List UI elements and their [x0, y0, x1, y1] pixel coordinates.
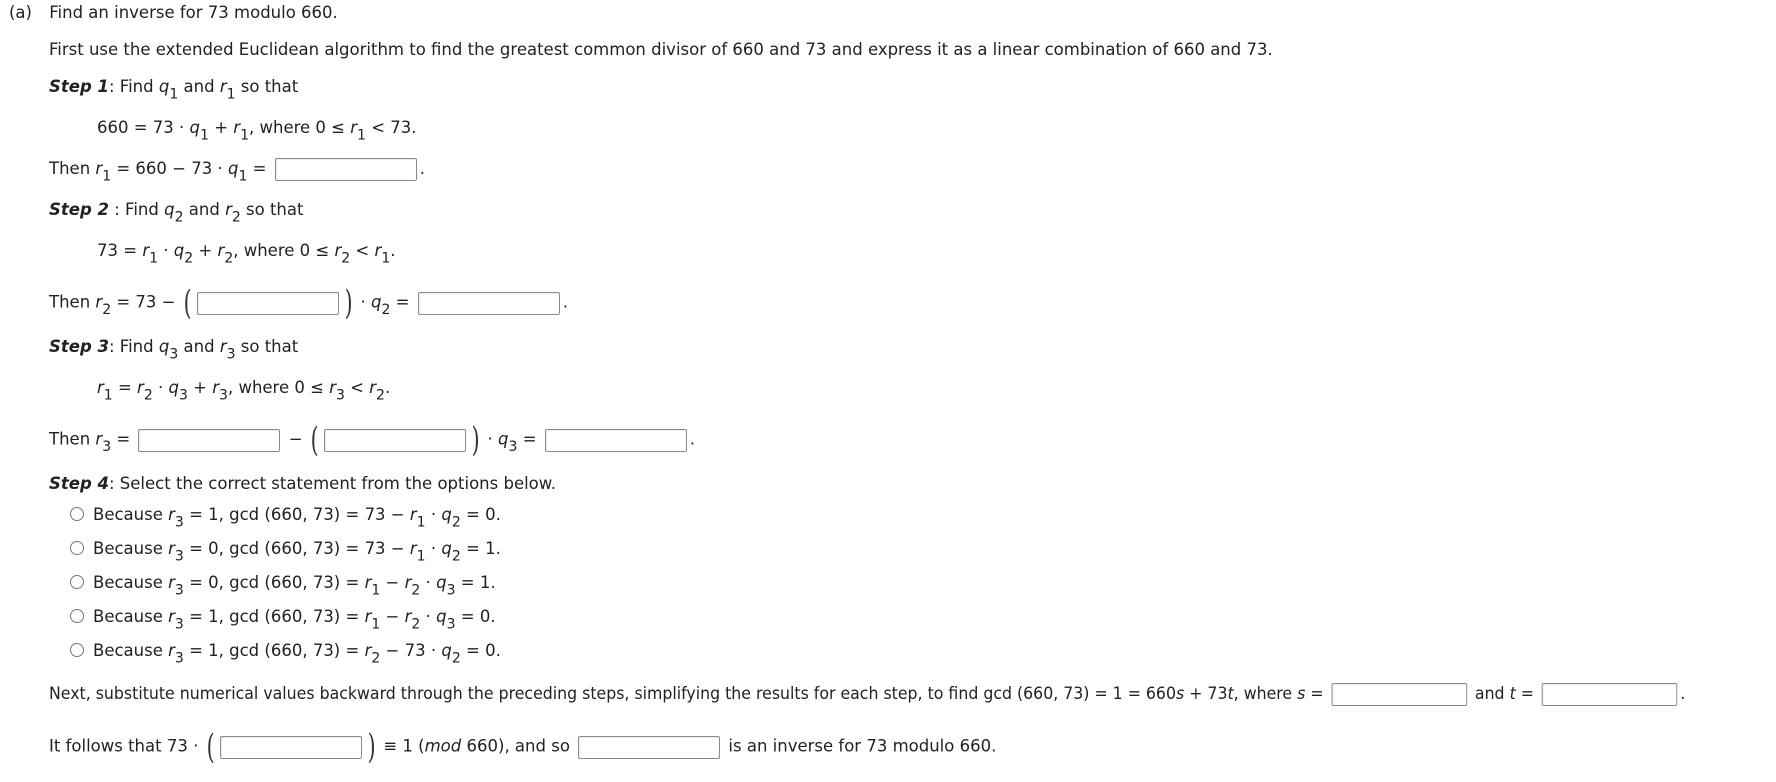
- step4-option-4[interactable]: Because $r_3 = 1$, gcd (660, $73) = r_1 - r_2 \cdot q_3 = 0$.: [70, 606, 496, 628]
- r2-answer-input[interactable]: [418, 292, 560, 315]
- inverse-conclusion-line: It follows that 73 · ( ) ≡ 1 (mod 660), and so is an inverse for 73 modulo 660.: [49, 727, 997, 767]
- radio-option-4[interactable]: [70, 609, 84, 623]
- step4-option-5[interactable]: Because $r_3 = 1$, gcd (660, $73) = r_2 - 73 \cdot q_2 = 0$.: [70, 640, 501, 662]
- step2-then: Then $r_2 = 73$ − ( ) · $q_2$ = .: [49, 283, 569, 323]
- step2-equation: $73 = r_1 \cdot q_2 + r_2$, where $0 \le r_2 < r_1$.: [97, 241, 396, 267]
- part-title: Find an inverse for 73 modulo 660.: [49, 3, 338, 22]
- back-substitution-line: Next, substitute numerical values backward through the preceding steps, simplifying the results for each step, to find gcd (660, 73) = 1 = 660s + 73t, where s = and t = .: [49, 683, 1685, 706]
- step4-heading: Step 4: Select the correct statement from the options below.: [49, 474, 556, 493]
- multiplier-input[interactable]: [220, 736, 362, 759]
- step3-r2-input[interactable]: [324, 429, 466, 452]
- radio-option-5[interactable]: [70, 643, 84, 657]
- step1-heading: Step 1: Find $q_1$ and $r_1$ so that: [49, 77, 299, 103]
- step4-option-1[interactable]: Because $r_3 = 1$, gcd (660, $73) = 73 - r_1 \cdot q_2 = 0$.: [70, 504, 501, 526]
- step3-then: Then $r_3$ = − ( ) · $q_3$ = .: [49, 420, 696, 460]
- r3-answer-input[interactable]: [545, 429, 687, 452]
- step3-r1-input[interactable]: [138, 429, 280, 452]
- step3-equation: $r_1 = r_2 \cdot q_3 + r_3$, where $0 \le r_3 < r_2$.: [97, 378, 391, 404]
- step3-heading: Step 3: Find $q_3$ and $r_3$ so that: [49, 337, 299, 363]
- t-value-input[interactable]: [1542, 683, 1678, 706]
- step1-equation: $660 = 73 \cdot q_1 + r_1$, where $0 \le r_1 < 73$.: [97, 118, 417, 144]
- step1-then: Then $r_1 = 660 - 73 \cdot q_1$ = .: [49, 159, 425, 185]
- part-heading: [9, 2, 338, 24]
- radio-option-2[interactable]: [70, 541, 84, 555]
- s-value-input[interactable]: [1331, 683, 1467, 706]
- radio-option-1[interactable]: [70, 507, 84, 521]
- intro-text: First use the extended Euclidean algorithm to find the greatest common divisor of 660 and 73 and express it as a linear combination of 660 and 73.: [49, 40, 1273, 59]
- part-label: (a): [9, 3, 32, 22]
- step2-heading: Step 2 : Find $q_2$ and $r_2$ so that: [49, 200, 304, 226]
- inverse-answer-input[interactable]: [578, 736, 720, 759]
- radio-option-3[interactable]: [70, 575, 84, 589]
- step4-option-2[interactable]: Because $r_3 = 0$, gcd (660, $73) = 73 - r_1 \cdot q_2 = 1$.: [70, 538, 501, 560]
- step2-r1-input[interactable]: [197, 292, 339, 315]
- step4-option-3[interactable]: Because $r_3 = 0$, gcd (660, $73) = r_1 - r_2 \cdot q_3 = 1$.: [70, 572, 496, 594]
- r1-answer-input[interactable]: [275, 158, 417, 181]
